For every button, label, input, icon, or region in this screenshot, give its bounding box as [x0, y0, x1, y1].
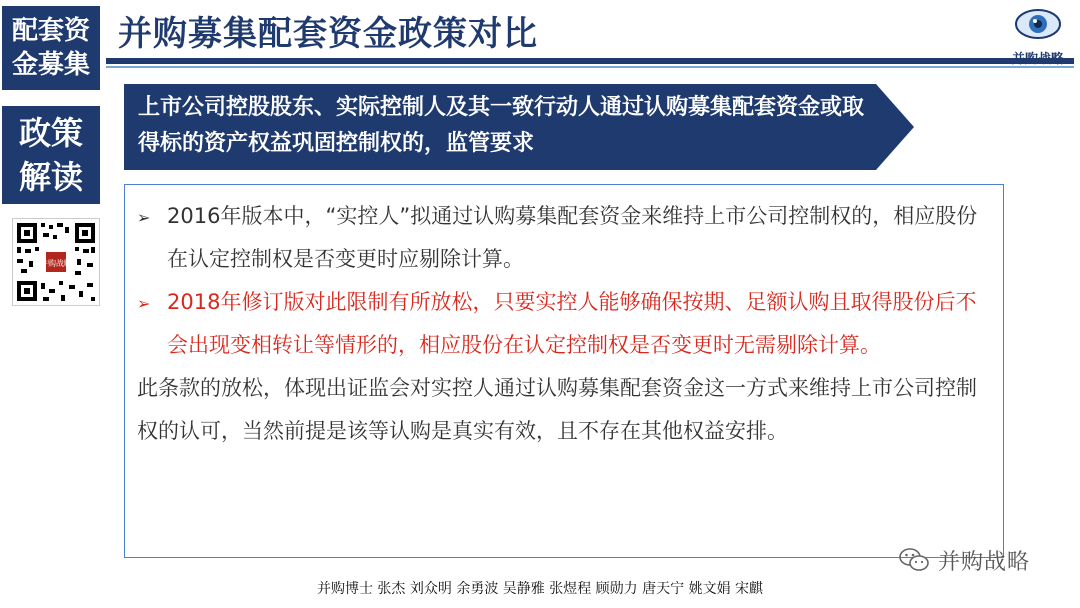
section-tag-policy-label: 政策 解读	[18, 114, 83, 196]
title-divider-accent	[106, 66, 1074, 68]
page-title: 并购募集配套资金政策对比	[118, 14, 538, 54]
bullet-arrow-icon: ➢	[137, 208, 151, 227]
requirement-banner	[124, 84, 914, 170]
bullet-2018-text: 2018年修订版对此限制有所放松，只要实控人能够确保按期、足额认购且取得股份后不会出现变相转让等情形的，相应股份在认定控制权是否变更时无需剔除计算。	[167, 290, 977, 357]
wechat-watermark	[898, 540, 1058, 580]
section-tag-policy	[2, 106, 100, 204]
qr-code-icon	[13, 219, 99, 305]
banner-text: 上市公司控股股东、实际控制人及其一致行动人通过认购募集配套资金或取得标的资产权益巩固控制权的，监管要求	[138, 95, 865, 156]
footer-authors: 并购博士 张杰 刘众明 余勇波 吴静雅 张煜程 顾勋力 唐天宁 姚文娟 宋麒	[316, 581, 764, 597]
title-divider	[106, 58, 1074, 64]
wechat-icon	[898, 546, 930, 574]
section-tag-funding-label: 配套资 金募集	[11, 16, 90, 80]
brand-logo-label: 并购战略	[1011, 52, 1064, 67]
eye-logo-icon	[1014, 6, 1062, 42]
bullet-arrow-icon: ➢	[137, 294, 151, 313]
qr-center-label: 并购战略	[40, 259, 72, 268]
watermark-text: 并购战略	[938, 549, 1031, 575]
bullet-2016-text: 2016年版本中，“实控人”拟通过认购募集配套资金来维持上市公司控制权的，相应股份在认定控制权是否变更时应剔除计算。	[167, 204, 978, 271]
conclusion-paragraph: 此条款的放松，体现出证监会对实控人通过认购募集配套资金这一方式来维持上市公司控制权的认可，当然前提是该等认购是真实有效，且不存在其他权益安排。	[137, 376, 977, 443]
qr-code	[12, 218, 100, 306]
left-sidebar	[0, 0, 104, 608]
section-tag-funding	[2, 6, 100, 90]
bullet-2018	[137, 281, 991, 367]
policy-content-box	[124, 184, 1004, 558]
bullet-2016	[137, 195, 991, 281]
brand-logo	[1000, 6, 1076, 66]
